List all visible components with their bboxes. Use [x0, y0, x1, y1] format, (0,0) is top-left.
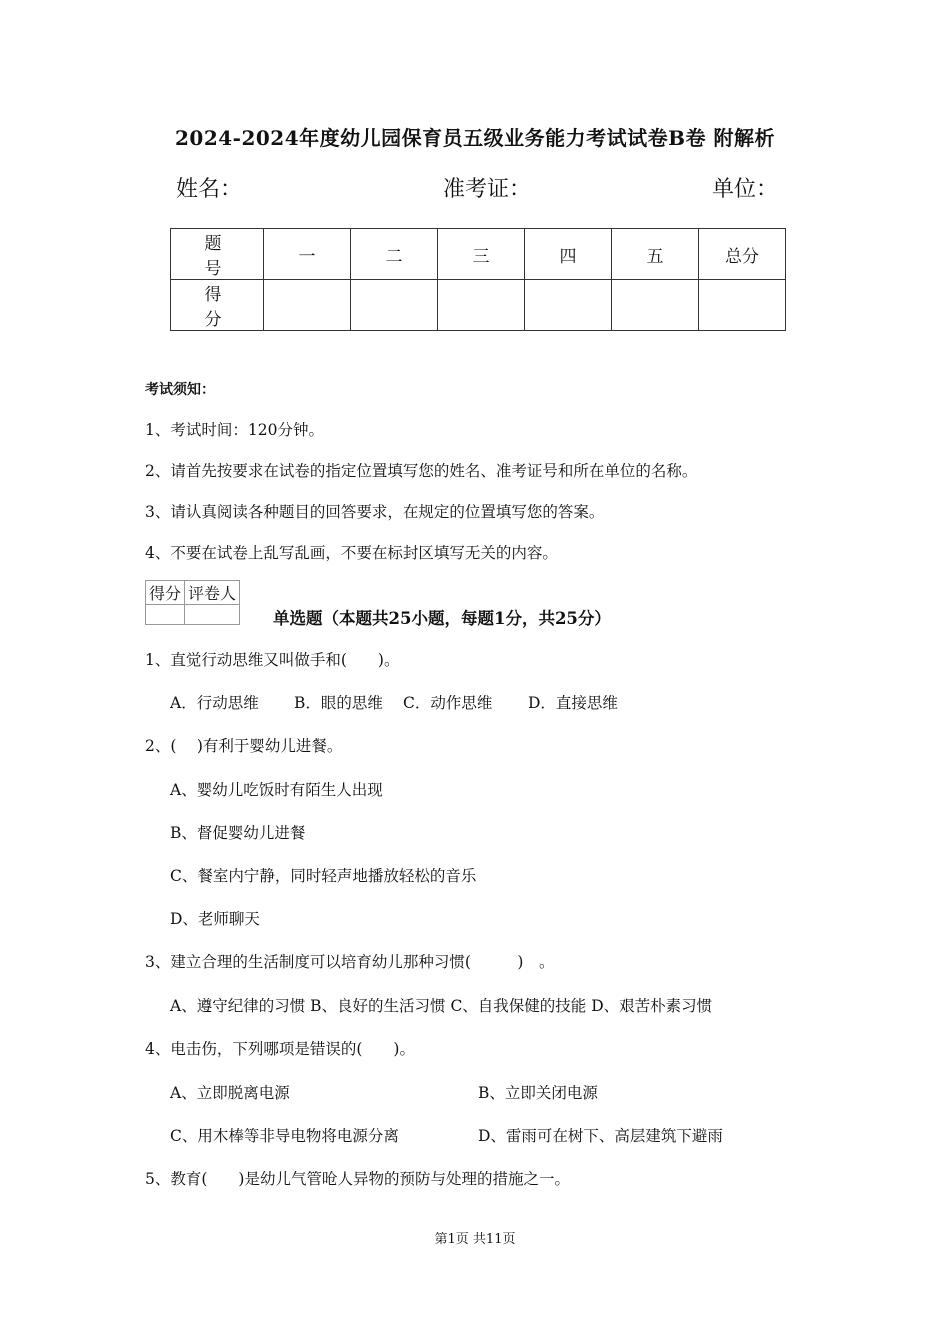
notice-item-1: 1、考试时间：120分钟。: [145, 421, 324, 439]
question-2-option-b: B、督促婴幼儿进餐: [170, 824, 306, 842]
question-4-option-a: A、立即脱离电源: [170, 1084, 290, 1102]
grader-score-label: 得分: [146, 581, 185, 605]
question-3-options: A、遵守纪律的习惯 B、良好的生活习惯 C、自我保健的技能 D、艰苦朴素习惯: [170, 997, 713, 1015]
question-5-stem: 5、教育( )是幼儿气管呛人异物的预防与处理的措施之一。: [145, 1170, 570, 1188]
page-footer: 第1页 共11页: [434, 1232, 516, 1247]
notice-item-4: 4、不要在试卷上乱写乱画，不要在标封区填写无关的内容。: [145, 544, 558, 562]
question-4-option-d: D、雷雨可在树下、高层建筑下避雨: [478, 1127, 723, 1145]
header-cell-number: 题 号: [171, 229, 264, 280]
score-cell-1[interactable]: [264, 280, 351, 331]
notice-title: 考试须知：: [145, 382, 215, 398]
score-cell-3[interactable]: [438, 280, 525, 331]
grader-box: [145, 580, 240, 625]
header-cell-5: 五: [612, 229, 699, 280]
section-title: 单选题（本题共25小题，每题1分，共25分）: [273, 609, 611, 628]
question-1-option-d: D．直接思维: [528, 694, 618, 712]
question-4-option-b: B、立即关闭电源: [478, 1084, 598, 1102]
question-2-stem: 2、( )有利于婴幼儿进餐。: [145, 737, 343, 755]
question-1-option-b: B．眼的思维: [294, 694, 383, 712]
exam-id-label: 准考证：: [443, 177, 532, 202]
question-3-stem: 3、建立合理的生活制度可以培育幼儿那种习惯( ) 。: [145, 953, 555, 971]
grader-reviewer-cell[interactable]: [185, 605, 240, 625]
grader-reviewer-label: 评卷人: [185, 581, 240, 605]
score-table-score-row: [171, 280, 786, 331]
header-cell-4: 四: [525, 229, 612, 280]
score-table: [170, 228, 786, 331]
notice-item-3: 3、请认真阅读各种题目的回答要求，在规定的位置填写您的答案。: [145, 503, 605, 521]
name-label: 姓名：: [176, 177, 243, 202]
question-2-option-a: A、婴幼儿吃饭时有陌生人出现: [170, 781, 383, 799]
notice-item-2: 2、请首先按要求在试卷的指定位置填写您的姓名、准考证号和所在单位的名称。: [145, 462, 698, 480]
header-cell-2: 二: [351, 229, 438, 280]
document-title: 2024-2024年度幼儿园保育员五级业务能力考试试卷B卷 附解析: [175, 126, 775, 150]
header-cell-3: 三: [438, 229, 525, 280]
score-table-header-row: [171, 229, 786, 280]
score-cell-5[interactable]: [612, 280, 699, 331]
question-1-stem: 1、直觉行动思维又叫做手和( )。: [145, 651, 400, 669]
question-4-stem: 4、电击伤，下列哪项是错误的( )。: [145, 1040, 415, 1058]
score-cell-2[interactable]: [351, 280, 438, 331]
score-cell-4[interactable]: [525, 280, 612, 331]
question-1-option-c: C．动作思维: [403, 694, 493, 712]
question-4-option-c: C、用木棒等非导电物将电源分离: [170, 1127, 399, 1145]
header-cell-1: 一: [264, 229, 351, 280]
score-row-label: 得 分: [171, 280, 264, 331]
unit-label: 单位：: [712, 177, 779, 202]
header-cell-total: 总分: [699, 229, 786, 280]
score-cell-total[interactable]: [699, 280, 786, 331]
question-2-option-d: D、老师聊天: [170, 910, 260, 928]
question-1-option-a: A．行动思维: [170, 694, 259, 712]
question-2-option-c: C、餐室内宁静，同时轻声地播放轻松的音乐: [170, 867, 477, 885]
grader-score-cell[interactable]: [146, 605, 185, 625]
